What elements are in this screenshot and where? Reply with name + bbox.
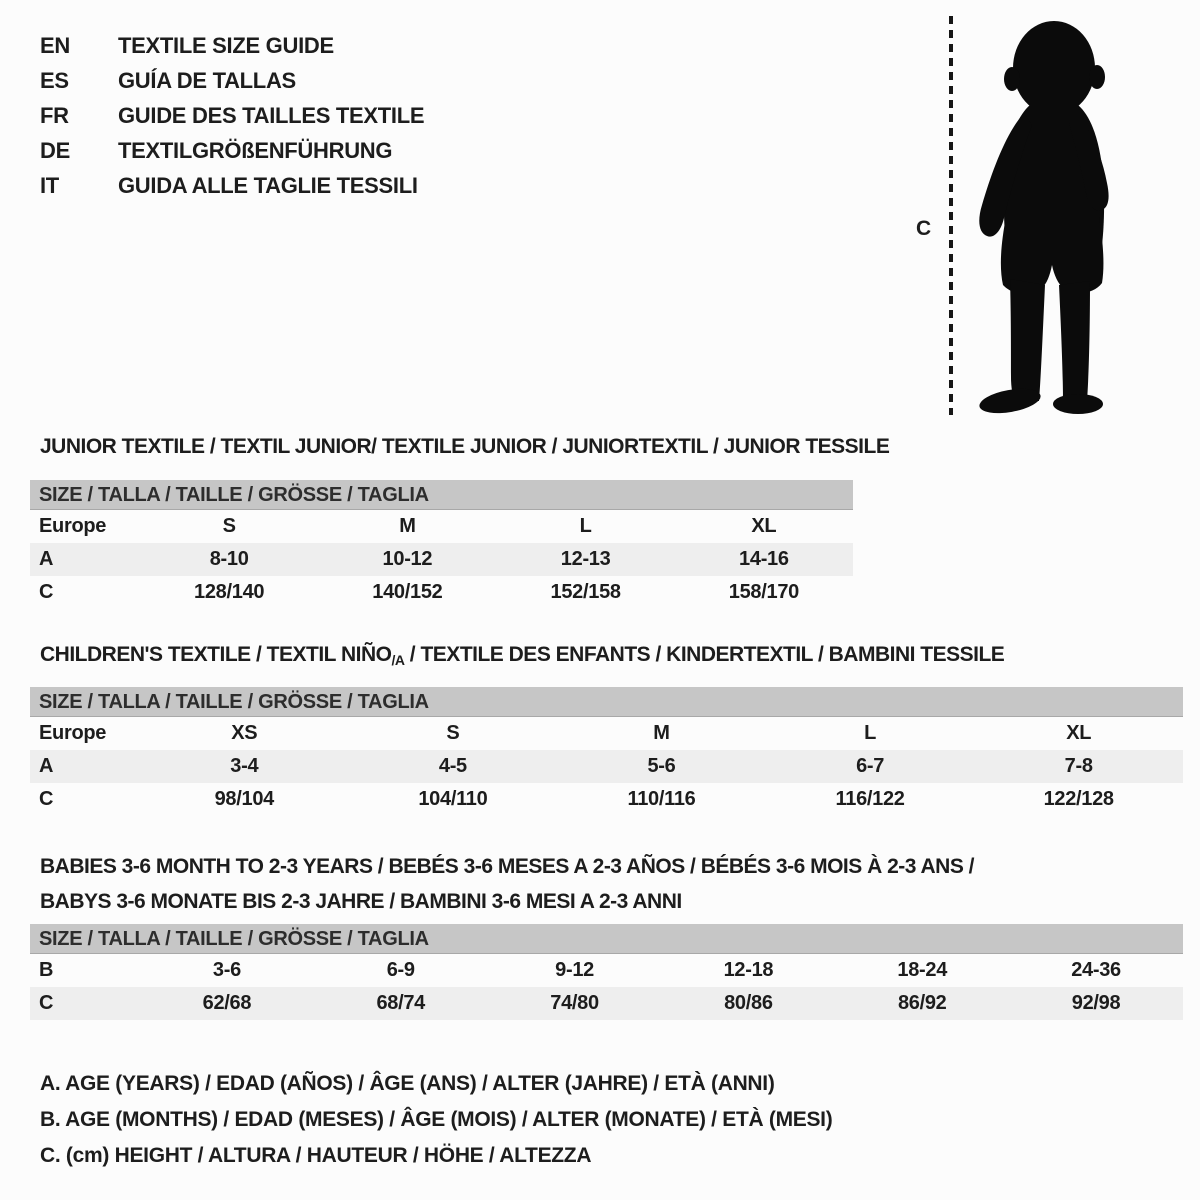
children-size-table: [30, 687, 1183, 816]
size-value: XS: [231, 722, 258, 744]
legend-line: A. AGE (YEARS) / EDAD (AÑOS) / ÂGE (ANS) / ALTER (JAHRE) / ETÀ (ANNI): [40, 1072, 775, 1095]
size-value: S: [222, 515, 236, 537]
table-row: [30, 987, 1183, 1020]
height-measure-dashed-line: [949, 16, 953, 415]
section-title-line: BABYS 3-6 MONATE BIS 2-3 JAHRE / BAMBINI 3-6 MESI A 2-3 ANNI: [40, 890, 682, 913]
size-value: 68/74: [376, 992, 426, 1014]
language-code: FR: [40, 102, 69, 128]
toddler-silhouette-icon: [966, 15, 1136, 415]
row-label: C: [39, 581, 54, 603]
size-value: L: [864, 722, 877, 744]
size-value: 12-13: [560, 548, 611, 570]
language-guide-title: TEXTILE SIZE GUIDE: [118, 32, 334, 58]
size-header-bar: SIZE / TALLA / TAILLE / GRÖSSE / TAGLIA: [30, 924, 1183, 954]
row-label: B: [39, 959, 54, 981]
size-value: 10-12: [382, 548, 433, 570]
title-subscript: /A: [391, 652, 405, 668]
size-value: 3-6: [212, 959, 241, 981]
size-value: 86/92: [897, 992, 947, 1014]
size-value: 8-10: [209, 548, 249, 570]
table-row: [30, 510, 853, 543]
size-value: 80/86: [724, 992, 773, 1014]
language-row: [40, 28, 424, 63]
size-value: 6-7: [856, 755, 885, 777]
language-code: DE: [40, 137, 70, 163]
title-text: / TEXTILE DES ENFANTS / KINDERTEXTIL / BAMBINI TESSILE: [404, 643, 1005, 666]
table-row: [30, 954, 1183, 987]
table-row: [30, 717, 1183, 750]
size-value: XL: [751, 515, 777, 537]
row-label: A: [39, 548, 54, 570]
title-text: CHILDREN'S TEXTILE / TEXTIL NIÑO: [40, 643, 392, 666]
row-label: C: [39, 788, 54, 810]
junior-section-title: [40, 434, 889, 460]
size-value: 4-5: [438, 755, 467, 777]
size-value: 24-36: [1071, 959, 1121, 981]
row-label: A: [39, 755, 54, 777]
section-title-line: JUNIOR TEXTILE / TEXTIL JUNIOR/ TEXTILE JUNIOR / JUNIORTEXTIL / JUNIOR TESSILE: [40, 435, 890, 458]
size-value: 62/68: [202, 992, 252, 1014]
size-value: 92/98: [1071, 992, 1121, 1014]
size-value: L: [579, 515, 592, 537]
size-value: 6-9: [386, 959, 415, 981]
size-value: M: [399, 515, 416, 537]
size-value: 110/116: [627, 788, 696, 810]
size-value: 3-4: [230, 755, 259, 777]
size-value: 7-8: [1064, 755, 1093, 777]
size-header-bar: SIZE / TALLA / TAILLE / GRÖSSE / TAGLIA: [30, 480, 853, 510]
size-value: 128/140: [194, 581, 265, 603]
language-code: IT: [40, 172, 59, 198]
size-value: 104/110: [418, 788, 488, 810]
size-value: 158/170: [728, 581, 799, 603]
table-row: [30, 543, 853, 576]
babies-size-table: [30, 924, 1183, 1020]
size-value: 140/152: [372, 581, 443, 603]
children-section-title: [40, 642, 1004, 673]
size-value: 122/128: [1043, 788, 1114, 810]
babies-section-title: [40, 849, 974, 919]
language-guide-title: GUIDE DES TAILLES TEXTILE: [118, 102, 425, 128]
height-measure-label: C: [916, 217, 932, 240]
size-value: 116/122: [835, 788, 905, 810]
language-row: [40, 63, 424, 98]
table-row: [30, 750, 1183, 783]
size-value: 14-16: [739, 548, 789, 570]
measurement-legend: [40, 1066, 832, 1174]
legend-line: B. AGE (MONTHS) / EDAD (MESES) / ÂGE (MOIS) / ALTER (MONATE) / ETÀ (MESI): [40, 1108, 833, 1131]
table-row: [30, 576, 853, 609]
language-row: [40, 133, 424, 168]
size-value: 152/158: [550, 581, 621, 603]
size-value: 5-6: [647, 755, 676, 777]
section-title-line: BABIES 3-6 MONTH TO 2-3 YEARS / BEBÉS 3-6 MESES A 2-3 AÑOS / BÉBÉS 3-6 MOIS À 2-3 ANS /: [40, 855, 975, 878]
size-value: 12-18: [723, 959, 774, 981]
language-code: ES: [40, 67, 69, 93]
legend-line: C. (cm) HEIGHT / ALTURA / HAUTEUR / HÖHE / ALTEZZA: [40, 1144, 592, 1167]
size-value: 98/104: [214, 788, 274, 810]
table-row: [30, 783, 1183, 816]
row-label: Europe: [39, 515, 107, 537]
language-code: EN: [40, 32, 70, 58]
language-title-list: [40, 28, 424, 203]
size-value: 18-24: [897, 959, 948, 981]
language-row: [40, 168, 424, 203]
row-label: C: [39, 992, 54, 1014]
size-value: 9-12: [555, 959, 594, 981]
language-guide-title: GUÍA DE TALLAS: [118, 67, 296, 93]
size-value: S: [446, 722, 460, 744]
size-value: 74/80: [550, 992, 599, 1014]
language-guide-title: TEXTILGRÖßENFÜHRUNG: [118, 137, 393, 163]
row-label: Europe: [39, 722, 107, 744]
language-guide-title: GUIDA ALLE TAGLIE TESSILI: [118, 172, 418, 198]
language-row: [40, 98, 424, 133]
junior-size-table: [30, 480, 853, 609]
size-value: XL: [1066, 722, 1092, 744]
size-header-bar: SIZE / TALLA / TAILLE / GRÖSSE / TAGLIA: [30, 687, 1183, 717]
size-value: M: [653, 722, 670, 744]
